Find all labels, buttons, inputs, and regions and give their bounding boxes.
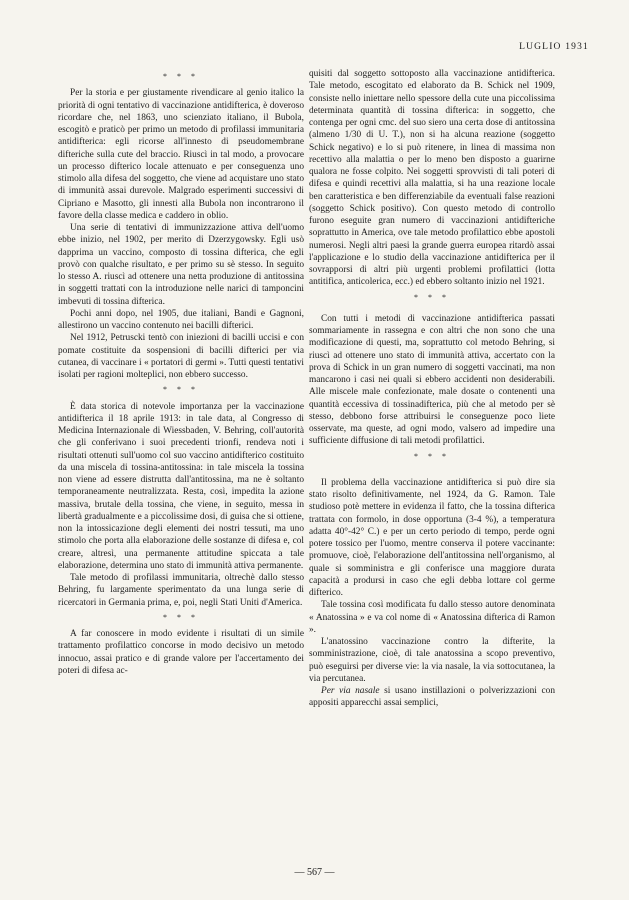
- right-column: [309, 68, 555, 710]
- paragraph: quisiti dal soggetto sottoposto alla vaccinazione antidifterica. Tale metodo, escogitato ed elaborato da B. Schick nel 1909, consiste nello iniettare nello spessore della cute una piccolissima determinata quantità di tossina difterica: in soggetto, che contenga per ogni cmc. del suo siero una certa dose di antitossina (almeno 1/30 di U. T.), non si ha alcuna reazione (soggetto Schick negativo) e lo si può ritenere, in linea di massima non recettivo alla malattia o per lo meno ben disposto a guarirne qualora ne fosse colpito. Nei soggetti sprovvisti di tali poteri di difesa e quindi recettivi alla malattia, si ha una reazione locale ben caratteristica e ben differenziabile da eventuali false reazioni (soggetto Schick positivo). Con questo metodo di controllo furono eseguite gran numero di vaccinazioni antidifteriche soprattutto in America, ove tale metodo profilattico ebbe apostoli numerosi. Negli altri paesi la grande guerra europea ritardò assai l'applicazione e lo studio della vaccinazione antidifterica per il sovrapporsi di altri più urgenti problemi profilattici (lotta antitifica, anticolerica, ecc.) ed ebbero soltanto inizio nel 1921.: [309, 69, 555, 288]
- paragraph: Nel 1912, Petruscki tentò con iniezioni di bacilli uccisi e con pomate costituite da sospensioni di bacilli difterici per via cutanea, di vaccinare i « portatori di germi ». Tutti questi tentativi isolati per ragioni molteplici, non ebbero successo.: [58, 333, 304, 380]
- paragraph: Per la storia e per giustamente rivendicare al genio italico la priorità di ogni tentativo di vaccinazione antidifterica, è doveroso ricordare che, nel 1863, uno scienziato italiano, il Bubola, escogitò e praticò per primo un metodo di profilassi immunitaria antidifterica: egli ricorse all'innesto di pseudomembrane difteriche sulla cute del braccio. Riuscì in tal modo, a provocare un processo difterico locale attenuato e per conseguenza uno stimolo alla difesa del soggetto, che viene ad acquistare uno stato di immunità assai durevole. Malgrado esperimenti successivi di Cipriano e Masotto, gli innesti alla Bubola non incontrarono il favore della classe medica e caddero in oblio.: [58, 88, 304, 221]
- section-separator: * * *: [414, 292, 450, 302]
- section-separator: * * *: [414, 451, 450, 461]
- paragraph: Tale tossina così modificata fu dallo stesso autore denominata « Anatossina » e va col nome di « Anatossina difterica di Ramon ».: [309, 600, 555, 635]
- paragraph-text: si usano instillazioni o polverizzazioni con appositi apparecchi assai semplici,: [309, 686, 555, 709]
- section-separator: * * *: [163, 385, 199, 395]
- paragraph: Pochi anni dopo, nel 1905, due italiani, Bandi e Gagnoni, allestirono un vaccino contenuto nei bacilli difterici.: [58, 308, 304, 331]
- section-separator: * * *: [163, 612, 199, 622]
- paragraph: [309, 685, 555, 710]
- emphasis: Per via nasale: [321, 686, 380, 696]
- paragraph: Il problema della vaccinazione antidifterica si può dire sia stato risolto definitivamente, nel 1924, da G. Ramon. Tale studioso potè mettere in evidenza il fatto, che la tossina difterica trattata con formolo, in dose opportuna (3-4 %), a temperatura adatta 40°-42° C.) e per un certo periodo di tempo, perde ogni potere tossico per l'uomo, mentre conserva il potere vaccinante: promuove, cioè, l'elaborazione dell'antitossina nell'organismo, al quale si somministra e gli conferisce una maggiore durata capacità a prodursi in caso che egli debba lottare col germe difterico.: [309, 477, 555, 598]
- page-number: — 567 —: [294, 867, 335, 878]
- paragraph: Tale metodo di profilassi immunitaria, oltrechè dallo stesso Behring, fu largamente sperimentato da una lunga serie di ricercatori in Germania prima, e, poi, negli Stati Uniti d'America.: [58, 573, 304, 608]
- paragraph: Una serie di tentativi di immunizzazione attiva dell'uomo ebbe inizio, nel 1902, per merito di Dzerzygowsky. Egli usò dapprima un vaccino, composto di tossina difterica, che egli provò con qualche risultato, e per primo su sè stesso. In seguito lo stesso A. riuscì ad ottenere una netta produzione di antitossina in soggetti trattati con la introduzione nelle narici di tamponcini imbevuti di tossina difterica.: [58, 223, 304, 307]
- paragraph: A far conoscere in modo evidente i risultati di un simile trattamento profilattico concorse in modo decisivo un metodo innocuo, assai pratico e di grande valore per l'accertamento dei poteri di difesa ac-: [58, 629, 304, 676]
- left-column: [58, 68, 304, 677]
- paragraph: Con tutti i metodi di vaccinazione antidifterica passati sommariamente in rassegna e con altri che non sono che una modificazione di questi, ma, soprattutto col metodo Behring, si riuscì ad ottenere uno stato di immunità attiva, accertato con la prova di Schick in un gran numero di soggetti vaccinati, ma non mancarono i casi nei quali si ebbero accidenti non desiderabili. Alle miscele male confezionate, male dosate o contenenti una quantità eccessiva di tossinadifterica, più che al metodo per sè stesso, debbono forse attribuirsi le conseguenze poco liete osservate, ma queste, ad ogni modo, valsero ad impedire una sufficiente diffusione di tali metodi profilattici.: [309, 313, 555, 447]
- section-separator: * * *: [163, 72, 199, 81]
- paragraph: L'anatossino vaccinazione contro la difterite, la somministrazione, cioè, di tale anatossina a scopo preventivo, può eseguirsi per diverse vie: la via nasale, la via sottocutanea, la via percutanea.: [309, 637, 555, 684]
- running-head: LUGLIO 1931: [519, 42, 589, 52]
- paragraph: È data storica di notevole importanza per la vaccinazione antidifterica il 18 aprile 1913: in tale data, al Congresso di Medicina Internazionale di Wiessbaden, V. Behring, coll'autorità che gli conferivano i suoi precedenti trionfi, rendeva noti i risultati ottenuti sull'uomo col suo vaccino antidifterico costituito da una miscela di tossina-antitossina: in tale miscela la tossina non viene ad essere distrutta dall'antitossina, ma ne è soltanto temporaneamente neutralizzata. Resta, così, impedita la azione massiva, brutale della tossina, che viene, in seguito, messa in libertà gradualmente e a piccolissime dosi, di guisa che si ottiene, non la intossicazione degli elementi dei nostri tessuti, ma uno stimolo che porta alla elaborazione delle sostanze di difesa e, col creare, altresì, una permanente attitudine spiccata a tale elaborazione, determina uno stato di immunità attiva permanente.: [58, 401, 304, 571]
